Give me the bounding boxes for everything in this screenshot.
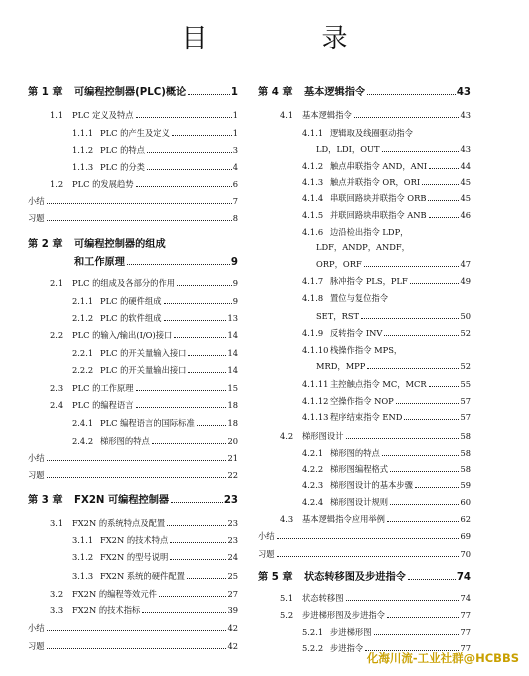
- toc-entry-title: FX2N 的技术指标: [72, 605, 141, 615]
- toc-entry[interactable]: [72, 139, 238, 155]
- toc-leader-dots: [47, 648, 227, 649]
- toc-entry-number: 第 2 章: [28, 239, 63, 250]
- toc-page-number: 45: [460, 193, 471, 203]
- toc-page-number: 7: [232, 196, 238, 206]
- toc-entry[interactable]: [316, 253, 471, 269]
- toc-leader-dots: [277, 538, 460, 539]
- toc-entry-title: FX2N 系统的硬件配置: [100, 571, 185, 581]
- toc-entry-title: 串联回路块并联指令 ORB: [330, 193, 427, 203]
- toc-leader-dots: [152, 443, 227, 444]
- toc-page-number: 47: [460, 259, 471, 269]
- toc-entry-title: 置位与复位指令: [330, 293, 389, 303]
- toc-entry-title: 梯形图设计的基本步骤: [330, 480, 413, 490]
- toc-entry-title: 可编程控制器(PLC)概论: [74, 87, 187, 98]
- toc-entry-title: 小结: [28, 453, 45, 463]
- toc-entry-title: 触点串联指令 AND，ANI: [330, 161, 428, 171]
- toc-page-number: 45: [460, 177, 471, 187]
- toc-leader-dots: [396, 403, 460, 404]
- toc-leader-dots: [171, 502, 223, 503]
- toc-entry[interactable]: [302, 155, 471, 171]
- toc-page-number: 58: [460, 448, 471, 458]
- toc-entry-title: FX2N 的型号说明: [100, 552, 169, 562]
- toc-entry-title: LD，LDI，OUT: [316, 144, 380, 154]
- toc-entry-title: 小结: [28, 623, 45, 633]
- toc-entry-number: 4.1.6: [302, 227, 324, 237]
- toc-leader-dots: [374, 634, 460, 635]
- toc-page-number: 49: [460, 276, 471, 286]
- toc-entry[interactable]: [28, 464, 238, 480]
- toc-entry-title: LDF，ANDP，ANDF，: [316, 242, 410, 252]
- toc-entry-title: 基本逻辑指令: [302, 110, 352, 120]
- toc-entry-number: 5.2: [280, 610, 294, 620]
- toc-page-number: 52: [460, 328, 471, 338]
- toc-entry-number: 5.1: [280, 593, 294, 603]
- toc-entry-title: MRD，MPP: [316, 361, 366, 371]
- toc-page-number: 1: [230, 87, 238, 98]
- toc-entry[interactable]: [302, 287, 471, 303]
- toc-page-number: 69: [460, 531, 471, 541]
- toc-page-number: 3: [232, 145, 238, 155]
- toc-entry-number: 5.2.2: [302, 643, 324, 653]
- toc-entry-number: 1.1.1: [72, 128, 94, 138]
- toc-entry[interactable]: [302, 204, 471, 220]
- toc-entry-number: 4.1.5: [302, 210, 324, 220]
- toc-entry-title: 梯形图设计规则: [330, 497, 389, 507]
- toc-entry-number: 1.2: [50, 179, 64, 189]
- toc-page-number: 70: [460, 549, 471, 559]
- toc-leader-dots: [197, 425, 227, 426]
- toc-entry[interactable]: [302, 442, 471, 458]
- toc-page-number: 58: [460, 464, 471, 474]
- toc-entry[interactable]: [72, 546, 238, 562]
- toc-entry[interactable]: [50, 599, 238, 615]
- toc-entry[interactable]: [50, 104, 238, 120]
- toc-entry-title: 逻辑取及线圈驱动指令: [330, 128, 413, 138]
- toc-entry-title: 反转指令 INV: [330, 328, 383, 338]
- toc-entry[interactable]: [28, 207, 238, 223]
- toc-leader-dots: [188, 355, 226, 356]
- toc-leader-dots: [387, 521, 459, 522]
- toc-leader-dots: [172, 135, 232, 136]
- toc-leader-dots: [136, 186, 232, 187]
- toc-entry[interactable]: [302, 621, 471, 637]
- page-title: 目 录: [181, 24, 392, 54]
- toc-entry[interactable]: [28, 635, 238, 651]
- toc-page-number: 18: [227, 418, 238, 428]
- toc-entry-number: 4.1.4: [302, 193, 324, 203]
- toc-entry[interactable]: [50, 272, 238, 288]
- toc-entry[interactable]: [280, 587, 471, 603]
- toc-entry[interactable]: [50, 512, 238, 528]
- toc-leader-dots: [164, 320, 227, 321]
- toc-entry-number: 4.1.10: [302, 345, 329, 355]
- toc-entry[interactable]: [302, 221, 471, 237]
- toc-entry[interactable]: [302, 322, 471, 338]
- toc-page-number: 14: [227, 330, 238, 340]
- toc-entry[interactable]: [316, 138, 471, 154]
- toc-leader-dots: [177, 285, 232, 286]
- toc-entry-title: SET，RST: [316, 311, 360, 321]
- toc-page-number: 46: [460, 210, 471, 220]
- toc-entry-number: 1.1.3: [72, 162, 94, 172]
- toc-leader-dots: [187, 578, 227, 579]
- toc-entry-number: 4.1.13: [302, 412, 329, 422]
- toc-page-number: 62: [460, 514, 471, 524]
- toc-entry-title: PLC 的组成及各部分的作用: [72, 278, 176, 288]
- toc-page-number: 9: [232, 278, 238, 288]
- toc-entry-title: PLC 的工作原理: [72, 383, 134, 393]
- toc-page-number: 74: [460, 593, 471, 603]
- toc-leader-dots: [174, 337, 226, 338]
- toc-leader-dots: [382, 151, 460, 152]
- toc-entry-number: 5.2.1: [302, 627, 324, 637]
- toc-entry-number: 2.4: [50, 400, 64, 410]
- toc-leader-dots: [142, 612, 226, 613]
- toc-entry-title: 可编程控制器的组成: [74, 239, 166, 250]
- toc-entry-number: 2.4.1: [72, 418, 94, 428]
- toc-leader-dots: [382, 455, 460, 456]
- toc-leader-dots: [429, 217, 460, 218]
- toc-page-number: 27: [227, 589, 238, 599]
- toc-page-number: 57: [460, 396, 471, 406]
- toc-leader-dots: [164, 303, 232, 304]
- toc-entry-title: PLC 的硬件组成: [100, 296, 162, 306]
- toc-entry-title: 并联回路块串联指令 ANB: [330, 210, 427, 220]
- toc-entry-title: 梯形图的特点: [100, 436, 150, 446]
- toc-page-number: 23: [227, 535, 238, 545]
- toc-page-number: 22: [227, 470, 238, 480]
- toc-entry-number: 4.2: [280, 431, 294, 441]
- toc-entry-title: PLC 的特点: [100, 145, 145, 155]
- toc-entry-number: 2.2.2: [72, 365, 94, 375]
- toc-leader-dots: [159, 596, 227, 597]
- toc-entry-title: ORP，ORF: [316, 259, 362, 269]
- toc-entry-number: 3.1: [50, 518, 64, 528]
- toc-page-number: 20: [227, 436, 238, 446]
- toc-entry-number: 4.1.3: [302, 177, 324, 187]
- toc-page-number: 77: [460, 610, 471, 620]
- toc-page-number: 6: [232, 179, 238, 189]
- toc-entry-number: 4.2.4: [302, 497, 324, 507]
- toc-entry-title: FX2N 的编程等效元件: [72, 589, 157, 599]
- toc-leader-dots: [361, 318, 459, 319]
- toc-entry[interactable]: [72, 430, 238, 446]
- toc-entry-number: 3.1.2: [72, 552, 94, 562]
- toc-page-number: 18: [227, 400, 238, 410]
- toc-entry[interactable]: [28, 447, 238, 463]
- toc-entry[interactable]: [302, 474, 471, 490]
- toc-page-number: 77: [460, 643, 471, 653]
- toc-entry-number: 第 1 章: [28, 87, 63, 98]
- toc-entry-title: 习题: [28, 213, 45, 223]
- toc-entry[interactable]: [316, 355, 471, 371]
- toc-entry-title: 状态转移图及步进指令: [304, 572, 406, 583]
- toc-page-number: 42: [227, 641, 238, 651]
- toc-leader-dots: [47, 630, 227, 631]
- toc-leader-dots: [410, 283, 460, 284]
- toc-entry-title: PLC 的发展趋势: [72, 179, 134, 189]
- toc-entry-title: 触点并联指令 OR，ORI: [330, 177, 421, 187]
- toc-entry-number: 4.2.2: [302, 464, 324, 474]
- toc-entry-title: 程序结束指令 END: [330, 412, 403, 422]
- toc-entry-number: 4.1.7: [302, 276, 324, 286]
- toc-entry[interactable]: [302, 491, 471, 507]
- toc-leader-dots: [367, 94, 456, 95]
- watermark: 化海川流-工业社群@HCBBS: [366, 651, 519, 665]
- toc-entry[interactable]: [280, 425, 471, 441]
- toc-page-number: 1: [232, 128, 238, 138]
- toc-entry[interactable]: [302, 339, 471, 355]
- toc-entry[interactable]: [72, 565, 238, 581]
- toc-entry-title: 习题: [258, 549, 275, 559]
- toc-entry[interactable]: [72, 307, 238, 323]
- toc-page-number: 55: [460, 379, 471, 389]
- toc-entry[interactable]: [280, 604, 471, 620]
- toc-page-number: 43: [460, 110, 471, 120]
- toc-leader-dots: [136, 407, 227, 408]
- toc-leader-dots: [346, 600, 460, 601]
- toc-entry[interactable]: [50, 324, 238, 340]
- toc-entry-title: 梯形图编程格式: [330, 464, 389, 474]
- toc-page-number: 52: [460, 361, 471, 371]
- toc-entry[interactable]: [72, 529, 238, 545]
- toc-entry-title: 基本逻辑指令: [304, 87, 366, 98]
- toc-entry-title: 步进梯形图及步进指令: [302, 610, 385, 620]
- toc-leader-dots: [390, 471, 459, 472]
- toc-leader-dots: [147, 169, 232, 170]
- toc-leader-dots: [47, 203, 232, 204]
- toc-entry-number: 3.2: [50, 589, 64, 599]
- toc-leader-dots: [147, 152, 232, 153]
- toc-entry-title: 步进指令: [330, 643, 364, 653]
- toc-entry[interactable]: [302, 373, 471, 389]
- toc-entry-number: 4.2.3: [302, 480, 324, 490]
- toc-entry-title: PLC 的编程语言: [72, 400, 134, 410]
- toc-page-number: 23: [227, 518, 238, 528]
- toc-entry[interactable]: [72, 156, 238, 172]
- toc-entry-number: 4.1: [280, 110, 294, 120]
- toc-entry[interactable]: [302, 270, 471, 286]
- toc-entry[interactable]: [258, 525, 471, 541]
- toc-leader-dots: [428, 200, 459, 201]
- toc-entry-title: 基本逻辑指令应用举例: [302, 514, 385, 524]
- toc-entry[interactable]: [72, 290, 238, 306]
- toc-entry[interactable]: [50, 377, 238, 393]
- toc-chapter-entry[interactable]: [74, 250, 238, 268]
- toc-entry[interactable]: [302, 171, 471, 187]
- toc-page-number: 43: [456, 87, 471, 98]
- toc-leader-dots: [188, 372, 226, 373]
- toc-leader-dots: [277, 556, 460, 557]
- toc-leader-dots: [390, 504, 459, 505]
- toc-entry-number: 1.1: [50, 110, 64, 120]
- toc-leader-dots: [364, 266, 460, 267]
- toc-entry-title: PLC 的开关量输出接口: [100, 365, 187, 375]
- toc-entry-number: 2.2.1: [72, 348, 94, 358]
- toc-entry-number: 2.1.1: [72, 296, 94, 306]
- toc-page-number: 14: [227, 348, 238, 358]
- toc-entry[interactable]: [302, 122, 471, 138]
- toc-entry-number: 3.1.1: [72, 535, 94, 545]
- toc-page-number: 1: [232, 110, 238, 120]
- toc-page-number: 13: [227, 313, 238, 323]
- toc-entry-title: FX2N 可编程控制器: [74, 495, 170, 506]
- toc-page-number: 4: [232, 162, 238, 172]
- toc-page-number: 43: [460, 144, 471, 154]
- toc-page-number: 8: [232, 213, 238, 223]
- toc-page-number: 9: [230, 257, 238, 268]
- toc-leader-dots: [387, 617, 459, 618]
- toc-chapter-entry[interactable]: [258, 80, 471, 98]
- toc-entry-number: 4.1.2: [302, 161, 324, 171]
- toc-page-number: 21: [227, 453, 238, 463]
- toc-entry-title: 栈操作指令 MPS，: [330, 345, 403, 355]
- toc-leader-dots: [136, 117, 232, 118]
- toc-entry[interactable]: [72, 412, 238, 428]
- toc-entry-number: 2.2: [50, 330, 64, 340]
- toc-entry-number: 4.1.8: [302, 293, 324, 303]
- toc-page-number: 77: [460, 627, 471, 637]
- toc-entry[interactable]: [50, 173, 238, 189]
- toc-entry[interactable]: [28, 617, 238, 633]
- toc-entry[interactable]: [316, 305, 471, 321]
- toc-leader-dots: [429, 168, 459, 169]
- toc-page-number: 44: [460, 161, 471, 171]
- toc-entry[interactable]: [72, 122, 238, 138]
- toc-entry-number: 1.1.2: [72, 145, 94, 155]
- toc-entry-title: PLC 的软件组成: [100, 313, 162, 323]
- toc-entry-number: 2.4.2: [72, 436, 94, 446]
- toc-leader-dots: [422, 184, 459, 185]
- toc-entry-number: 4.1.1: [302, 128, 324, 138]
- toc-leader-dots: [47, 460, 227, 461]
- toc-entry-title: 边沿检出指令 LDP，: [330, 227, 409, 237]
- toc-entry-title: PLC 定义及特点: [72, 110, 134, 120]
- toc-entry[interactable]: [50, 583, 238, 599]
- toc-entry[interactable]: [316, 236, 471, 252]
- toc-leader-dots: [188, 94, 230, 95]
- toc-page-number: 42: [227, 623, 238, 633]
- toc-leader-dots: [415, 487, 459, 488]
- toc-entry-number: 4.1.11: [302, 379, 329, 389]
- toc-entry-number: 4.2.1: [302, 448, 324, 458]
- toc-entry[interactable]: [280, 104, 471, 120]
- toc-page-number: 25: [227, 571, 238, 581]
- toc-leader-dots: [170, 542, 226, 543]
- toc-entry-number: 4.3: [280, 514, 294, 524]
- toc-leader-dots: [47, 477, 227, 478]
- toc-page-number: 24: [227, 552, 238, 562]
- toc-leader-dots: [354, 117, 460, 118]
- toc-page-number: 57: [460, 412, 471, 422]
- toc-page-number: 60: [460, 497, 471, 507]
- toc-leader-dots: [429, 386, 460, 387]
- toc-page-number: 9: [232, 296, 238, 306]
- toc-entry-number: 第 5 章: [258, 572, 293, 583]
- toc-entry[interactable]: [28, 190, 238, 206]
- toc-entry[interactable]: [72, 359, 238, 375]
- toc-entry-title: 梯形图设计: [302, 431, 344, 441]
- toc-entry-title: 空操作指令 NOP: [330, 396, 394, 406]
- toc-page-number: 23: [223, 495, 238, 506]
- toc-page-number: 14: [227, 365, 238, 375]
- toc-entry-title: 和工作原理: [74, 257, 125, 268]
- toc-leader-dots: [404, 419, 459, 420]
- toc-page-number: 58: [460, 431, 471, 441]
- toc-page-number: 15: [227, 383, 238, 393]
- toc-entry-title: 脉冲指令 PLS，PLF: [330, 276, 408, 286]
- toc-chapter-entry[interactable]: [258, 565, 471, 583]
- toc-leader-dots: [127, 264, 230, 265]
- toc-entry-number: 3.1.3: [72, 571, 94, 581]
- toc-page-number: 39: [227, 605, 238, 615]
- toc-entry-number: 4.1.12: [302, 396, 329, 406]
- toc-entry-number: 4.1.9: [302, 328, 324, 338]
- toc-entry-number: 2.1.2: [72, 313, 94, 323]
- toc-entry-title: FX2N 的技术特点: [100, 535, 169, 545]
- toc-entry-title: 步进梯形图: [330, 627, 372, 637]
- toc-entry-title: 习题: [28, 470, 45, 480]
- toc-entry-title: 习题: [28, 641, 45, 651]
- toc-entry[interactable]: [302, 390, 471, 406]
- toc-entry-number: 3.3: [50, 605, 64, 615]
- toc-entry-title: PLC 的开关量输入接口: [100, 348, 187, 358]
- toc-entry-title: PLC 的产生及定义: [100, 128, 170, 138]
- toc-entry-title: 小结: [28, 196, 45, 206]
- toc-entry-title: 梯形图的特点: [330, 448, 380, 458]
- toc-entry[interactable]: [258, 543, 471, 559]
- toc-entry-number: 第 4 章: [258, 87, 293, 98]
- toc-entry-number: 2.3: [50, 383, 64, 393]
- toc-entry[interactable]: [302, 458, 471, 474]
- toc-chapter-entry[interactable]: [28, 80, 238, 98]
- toc-entry[interactable]: [280, 508, 471, 524]
- toc-entry-title: 小结: [258, 531, 275, 541]
- toc-entry[interactable]: [302, 187, 471, 203]
- toc-entry-title: PLC 编程语言的国际标准: [100, 418, 195, 428]
- toc-page-number: 50: [460, 311, 471, 321]
- toc-leader-dots: [346, 438, 460, 439]
- toc-entry[interactable]: [302, 406, 471, 422]
- toc-entry[interactable]: [72, 342, 238, 358]
- toc-leader-dots: [47, 220, 232, 221]
- toc-leader-dots: [170, 559, 226, 560]
- toc-entry-number: 2.1: [50, 278, 64, 288]
- toc-entry-title: PLC 的输入/输出(I/O)接口: [72, 330, 173, 340]
- toc-leader-dots: [167, 525, 226, 526]
- toc-entry-title: FX2N 的系统特点及配置: [72, 518, 166, 528]
- toc-page-number: 74: [456, 572, 471, 583]
- toc-entry[interactable]: [50, 394, 238, 410]
- toc-entry-number: 第 3 章: [28, 495, 63, 506]
- toc-entry-title: PLC 的分类: [100, 162, 145, 172]
- toc-chapter-entry[interactable]: [28, 488, 238, 506]
- toc-page-number: 59: [460, 480, 471, 490]
- toc-chapter-entry[interactable]: [28, 232, 238, 250]
- toc-leader-dots: [408, 579, 456, 580]
- toc-leader-dots: [367, 368, 459, 369]
- toc-entry-title: 状态转移图: [302, 593, 344, 603]
- toc-entry-title: 主控触点指令 MC，MCR: [330, 379, 427, 389]
- toc-leader-dots: [384, 335, 459, 336]
- toc-leader-dots: [136, 390, 227, 391]
